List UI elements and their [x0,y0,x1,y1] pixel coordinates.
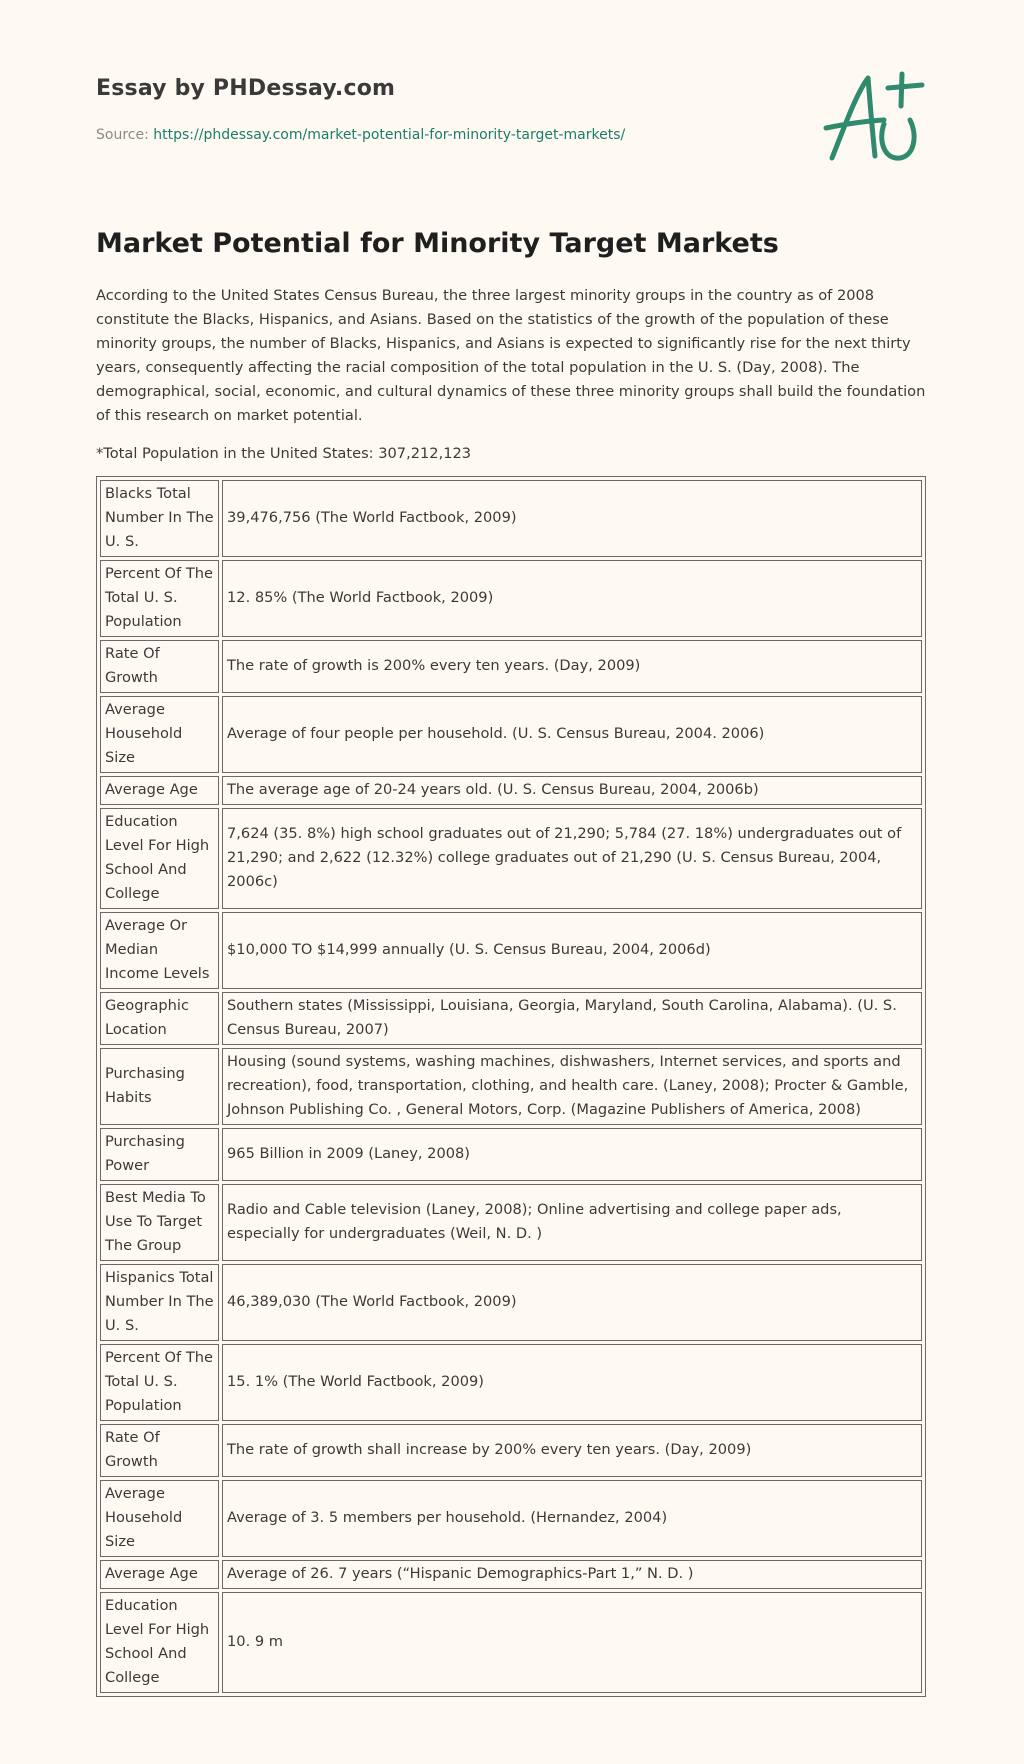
row-value: $10,000 TO $14,999 annually (U. S. Census Bureau, 2004, 2006d) [222,912,922,989]
row-label: Hispanics Total Number In The U. S. [100,1264,219,1341]
table-row [100,1184,922,1261]
table-row [100,776,922,805]
table-row [100,696,922,773]
a-plus-logo-icon [818,66,930,176]
row-label: Average Or Median Income Levels [100,912,219,989]
table-row [100,1560,922,1589]
row-label: Rate Of Growth [100,640,219,693]
row-value: 12. 85% (The World Factbook, 2009) [222,560,922,637]
row-value: 46,389,030 (The World Factbook, 2009) [222,1264,922,1341]
table-row [100,1048,922,1125]
table-row [100,1128,922,1181]
row-label: Purchasing Habits [100,1048,219,1125]
row-value: 39,476,756 (The World Factbook, 2009) [222,480,922,557]
row-label: Percent Of The Total U. S. Population [100,1344,219,1421]
row-label: Average Household Size [100,1480,219,1557]
row-label: Education Level For High School And College [100,1592,219,1693]
row-label: Blacks Total Number In The U. S. [100,480,219,557]
demographics-table [96,476,926,1697]
row-label: Average Age [100,776,219,805]
row-value: Average of 3. 5 members per household. (Hernandez, 2004) [222,1480,922,1557]
table-row [100,912,922,989]
table-row [100,1264,922,1341]
row-label: Best Media To Use To Target The Group [100,1184,219,1261]
essay-title: Market Potential for Minority Target Markets [96,228,779,259]
row-label: Average Household Size [100,696,219,773]
row-value: Average of 26. 7 years (“Hispanic Demographics-Part 1,” N. D. ) [222,1560,922,1589]
row-label: Education Level For High School And College [100,808,219,909]
row-value: Housing (sound systems, washing machines, dishwashers, Internet services, and sports and recreation), food, transportation, clothing, and health care. (Laney, 2008); Procter & Gamble, Johnson Publishing Co. , General Motors, Corp. (Magazine Publishers of America, 2008) [222,1048,922,1125]
intro-paragraph: According to the United States Census Bureau, the three largest minority groups in the country as of 2008 constitute the Blacks, Hispanics, and Asians. Based on the statistics of the growth of the population of these minority groups, the number of Blacks, Hispanics, and Asians is expected to significantly rise for the next thirty years, consequently affecting the racial composition of the total population in the U. S. (Day, 2008). The demographical, social, economic, and cultural dynamics of these three minority groups shall build the foundation of this research on market potential. [96,287,926,424]
source-label: Source: [96,127,149,143]
row-value: Average of four people per household. (U. S. Census Bureau, 2004. 2006) [222,696,922,773]
site-header [96,76,836,143]
table-row [100,992,922,1045]
table-row [100,640,922,693]
essay-content [96,224,926,1697]
row-label: Purchasing Power [100,1128,219,1181]
row-value: 10. 9 m [222,1592,922,1693]
row-value: 965 Billion in 2009 (Laney, 2008) [222,1128,922,1181]
row-label: Geographic Location [100,992,219,1045]
table-row [100,1592,922,1693]
table-row [100,560,922,637]
source-link[interactable]: https://phdessay.com/market-potential-for-minority-target-markets/ [153,127,626,143]
site-title: Essay by PHDessay.com [96,76,396,101]
row-value: Radio and Cable television (Laney, 2008); Online advertising and college paper ads, especially for undergraduates (Weil, N. D. ) [222,1184,922,1261]
source-line [96,127,836,143]
row-value: Southern states (Mississippi, Louisiana, Georgia, Maryland, South Carolina, Alabama). (U. S. Census Bureau, 2007) [222,992,922,1045]
row-label: Percent Of The Total U. S. Population [100,560,219,637]
total-population-note: *Total Population in the United States: 307,212,123 [96,445,472,462]
table-row [100,480,922,557]
row-value: 15. 1% (The World Factbook, 2009) [222,1344,922,1421]
row-value: The average age of 20-24 years old. (U. S. Census Bureau, 2004, 2006b) [222,776,922,805]
table-row [100,1480,922,1557]
row-label: Average Age [100,1560,219,1589]
table-row [100,1344,922,1421]
table-row [100,808,922,909]
row-value: The rate of growth is 200% every ten years. (Day, 2009) [222,640,922,693]
row-value: 7,624 (35. 8%) high school graduates out of 21,290; 5,784 (27. 18%) undergraduates out of 21,290; and 2,622 (12.32%) college graduates out of 21,290 (U. S. Census Bureau, 2004, 2006c) [222,808,922,909]
table-row [100,1424,922,1477]
row-value: The rate of growth shall increase by 200% every ten years. (Day, 2009) [222,1424,922,1477]
row-label: Rate Of Growth [100,1424,219,1477]
